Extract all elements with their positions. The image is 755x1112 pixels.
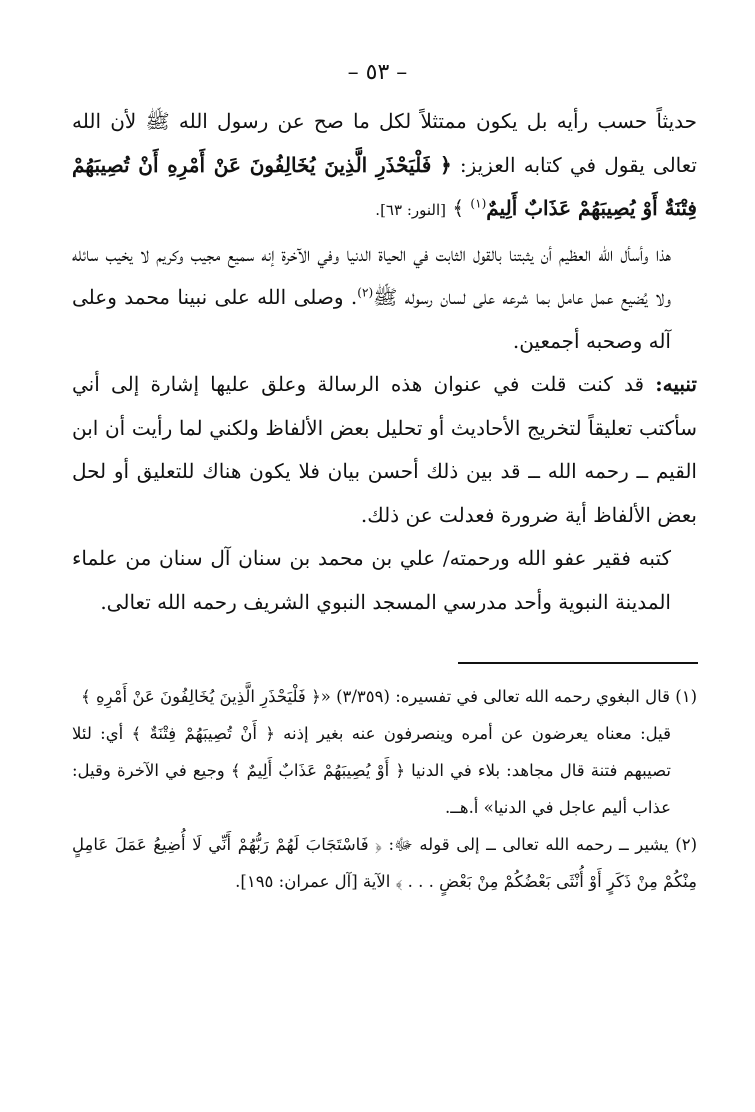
main-text <box>72 100 697 624</box>
footnotes <box>72 678 697 900</box>
footnote-ref-2[interactable]: (٢) <box>357 285 374 300</box>
footnote-1-line-1: (١) قال البغوي رحمه الله تعالى في تفسيره: (٣/٣٥٩) «﴿ فَلْيَحْذَرِ الَّذِينَ يُخَالِفُونَ عَنْ أَمْرِهِ ﴾ <box>81 687 697 706</box>
verse-reference: [النور: ٦٣]. <box>375 201 446 219</box>
paragraph-2 <box>72 233 697 364</box>
note-text: قد كنت قلت في عنوان هذه الرسالة وعلق عليها إشارة إلى أني سأكتب تعليقاً لتخريج الأحاديث أو تحليل بعض الألفاظ ولكني لما رأيت أن ابن القيم ــ رحمه الله ــ قد بين ذلك أحسن بيان فلا يكون هناك للتعليق أو لحل بعض الألفاظ أية ضرورة فعدلت عن ذلك. <box>72 372 697 527</box>
paragraph-3 <box>72 363 697 537</box>
quran-verse: ﴿ فَلْيَحْذَرِ الَّذِينَ يُخَالِفُونَ عَنْ أَمْرِهِ أَنْ تُصِيبَهُمْ فِتْنَةٌ أَوْ يُصِيبَهُمْ عَذَابٌ أَلِيمٌ <box>72 152 697 220</box>
footnote-2: (٢) يشير ــ رحمه الله تعالى ــ إلى قوله ﷻ: ﴿ فَاسْتَجَابَ لَهُمْ رَبُّهُمْ أَنِّي لَا أُضِيعُ عَمَلَ عَامِلٍ مِنْكُمْ مِنْ ذَكَرٍ أَوْ أُنْثَى بَعْضُكُمْ مِنْ بَعْضٍ . . . ﴾ الآية [آل عمران: ١٩٥]. <box>72 835 697 891</box>
page-number: – ٥٣ – <box>347 60 408 85</box>
footnote-divider <box>458 662 698 664</box>
footnote-ref-1[interactable]: (١) <box>470 196 487 211</box>
paragraph-2-ending: . وصلى الله على نبينا محمد وعلى آله وصحبه أجمعين. <box>72 285 671 353</box>
note-label: تنبيه: <box>655 372 697 396</box>
footnote-1-body: قيل: معناه يعرضون عن أمره وينصرفون عنه بغير إذنه ﴿ أَنْ تُصِيبَهُمْ فِتْنَةٌ ﴾ أي: لئلا تصيبهم فتنة قال مجاهد: بلاء في الدنيا ﴿ أَوْ يُصِيبَهُمْ عَذَابٌ أَلِيمٌ ﴾ وجيع في الآخرة وقيل: عذاب أليم عاجل في الدنيا» أ.هــ. <box>72 724 671 817</box>
paragraph-4: كتبه فقير عفو الله ورحمته/ علي بن محمد بن سنان آل سنان من علماء المدينة النبوية وأحد مدرسي المسجد النبوي الشريف رحمه الله تعالى. <box>72 546 671 614</box>
paragraph-1 <box>72 100 697 233</box>
paragraph-1-text: حديثاً حسب رأيه بل يكون ممتثلاً لكل ما صح عن رسول الله ﷺ لأن الله تعالى يقول في كتابه العزيز: <box>72 109 697 177</box>
verse-close-bracket: ﴾ <box>452 196 465 220</box>
paragraph-2-text: هذا وأسأل الله العظيم أن يثبتنا بالقول الثابت في الحياة الدنيا وفي الآخرة إنه سميع مجيب وكريم لا يخيب سائله ولا يُضيع عمل عامل بما شرعه على لسان رسوله ﷺ <box>72 241 672 309</box>
